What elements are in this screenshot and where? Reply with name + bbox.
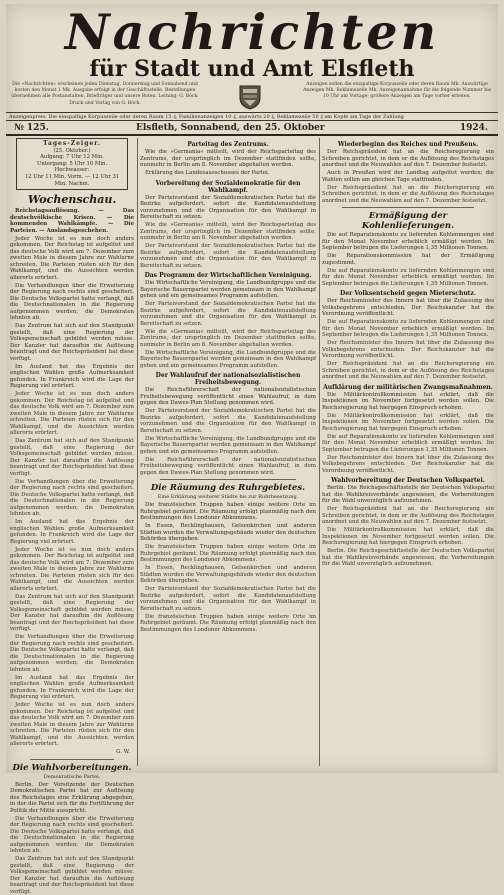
article-paragraph: Die Verhandlungen über die Erweiterung der Regierung nach rechts sind gescheitert. Die Deutsche Volkspartei hatte verlangt, daß die Deutschnationalen in die Regierung aufgenommen werden; die Demokraten lehnten ab.: [10, 282, 134, 322]
issue-number: № 125.: [14, 123, 49, 133]
day-calendar-box: [16, 138, 128, 190]
article-paragraph: Die Wirtschaftliche Vereinigung, die Landbundgruppe und die Bayerische Bauernpartei werden gemeinsam in den Wahlkampf gehen und ein gemeinsames Programm aufstellen.: [140, 435, 316, 455]
article-paragraph: Die Verhandlungen über die Erweiterung der Regierung nach rechts sind gescheitert. Die Deutsche Volkspartei hatte verlangt, daß die Deutschnationalen in die Regierung aufgenommen werden; die Demokraten lehnten ab.: [10, 634, 134, 673]
price-bar: Anzeigenpreis: Die einspaltige Korpuszeile oder deren Raum 15 ₰, Familienanzeigen 10 ₰, auswärts 20 ₰, Reklamezeile 50 ₰ am Kopfe am Tage der Zahlung: [6, 112, 498, 121]
article-paragraph: Die auf Reparationskonto zu liefernden Kohlenmengen sind für den Monat November erheblich ermäßigt worden. Im September betrugen die Lieferungen 1,35 Millionen Tonnen.: [322, 433, 494, 453]
calendar-sunset: Untergang: 5 Uhr 10 Min.: [36, 160, 108, 167]
article-paragraph: Im Ausland hat das Ergebnis der englischen Wahlen große Aufmerksamkeit gefunden. In Frankreich wird die Lage der Regierung viel erörtert.: [10, 674, 134, 701]
article-paragraph: Der Reichspräsident hat an die Reichsregierung ein Schreiben gerichtet, in dem er die Auflösung des Reichstages anordnet und die Neuwahlen auf den 7. Dezember festsetzt.: [322, 149, 494, 168]
article-paragraph: Jeder Woche ist es nun doch anders gekommen. Der Reichstag ist aufgelöst und das deutsche Volk wird am 7. Dezember zum zweiten Male in diesem Jahre zur Wahlurne schreiten. Die Parteien rüsten sich für den Wahlkampf, und die Aussichten werden allerorts erörtert.: [10, 235, 134, 281]
article-subheading: Der Volksentscheid gegen Mieterschutz.: [340, 290, 476, 297]
article-paragraph: Die Reparationskommission hat der Ermäßigung zugestimmt.: [322, 253, 494, 266]
column-rule: [137, 138, 138, 766]
calendar-date: (25. Oktober.): [53, 147, 91, 154]
article-subheading: Eine Erklärung weiterer Städte bis zur Ruhrbesetzung.: [157, 494, 299, 500]
article-paragraph: Berlin. Die Reichsgeschäftsstelle der Deutschen Volkspartei hat die Wahlkreisverbände angewiesen, die Vorbereitungen für die Wahl unverzüglich aufzunehmen.: [322, 548, 494, 567]
article-heading: Ermäßigung der Kohlenlieferungen.: [361, 211, 455, 231]
article-paragraph: Der Parteivorstand der Sozialdemokratischen Partei hat die Bezirke aufgefordert, sofort die Kandidatenaufstellung vorzunehmen und die Organisation für den Wahlkampf in Bereitschaft zu setzen.: [140, 243, 316, 269]
newspaper-page: [6, 3, 498, 895]
article-paragraph: In Essen, Recklinghausen, Gelsenkirchen und anderen Städten wurden die Verwaltungsgebäude wieder den deutschen Behörden übergeben.: [140, 523, 316, 542]
article-paragraph: Berlin. Der Vorsitzende der Deutschen Demokratischen Partei hat zur Auflösung des Reichstages eine Erklärung abgegeben, in der die Partei sich für die Fortführung der Politik der Mitte ausspricht.: [10, 781, 134, 814]
article-paragraph: Die Wirtschaftliche Vereinigung, die Landbundgruppe und die Bayerische Bauernpartei werden gemeinsam in den Wahlkampf gehen und ein gemeinsames Programm aufstellen.: [140, 349, 316, 369]
article-paragraph: Berlin. Die Reichsgeschäftsstelle der Deutschen Volkspartei hat die Wahlkreisverbände angewiesen, die Vorbereitungen für die Wahl unverzüglich aufzunehmen.: [322, 485, 494, 504]
article-signature: G. W.: [116, 749, 130, 756]
article-subheading: Der Wahlaufruf der nationalsozialistischen Freiheitsbewegung.: [155, 372, 301, 386]
masthead: [6, 4, 498, 112]
article-paragraph: Jeder Woche ist es nun doch anders gekommen. Der Reichstag ist aufgelöst und das deutsche Volk wird am 7. Dezember zum zweiten Male in diesem Jahre zur Wahlurne schreiten. Die Parteien rüsten sich für den Wahlkampf, und die Aussichten werden allerorts erörtert.: [10, 702, 134, 748]
article-paragraph: Die auf Reparationskonto zu liefernden Kohlenmengen sind für den Monat November erheblich ermäßigt worden. Im September betrugen die Lieferungen 1,35 Millionen Tonnen.: [322, 319, 494, 338]
article-paragraph: Der Reichspräsident hat an die Reichsregierung ein Schreiben gerichtet, in dem er die Auflösung des Reichstages anordnet und die Neuwahlen auf den 7. Dezember festsetzt.: [322, 184, 494, 204]
article-paragraph: Die Verhandlungen über die Erweiterung der Regierung nach rechts sind gescheitert. Die Deutsche Volkspartei hatte verlangt, daß die Deutschnationalen in die Regierung aufgenommen werden; die Demokraten lehnten ab.: [10, 815, 134, 855]
newspaper-subtitle: für Stadt und Amt Elsfleth: [89, 56, 415, 82]
article-paragraph: Wie die »Germania« mitteilt, wird der Reichsparteitag des Zentrums, der ursprünglich im Dezember stattfinden sollte, nunmehr in Berlin am 8. November abgehalten werden.: [140, 222, 316, 241]
dateline: [6, 122, 498, 136]
column-middle: [140, 138, 316, 766]
article-paragraph: Das Zentrum hat sich auf den Standpunkt gestellt, daß eine Regierung der Volksgemeinschaft gebildet werden müsse. Der Kanzler hat daraufhin die Auflösung beantragt und der Reichspräsident hat diese verfügt.: [10, 856, 134, 895]
article-paragraph: Jeder Woche ist es nun doch anders gekommen. Der Reichstag ist aufgelöst und das deutsche Volk wird am 7. Dezember zum zweiten Male in diesem Jahre zur Wahlurne schreiten. Die Parteien rüsten sich für den Wahlkampf, und die Aussichten werden allerorts erörtert.: [10, 546, 134, 592]
article-subheading: Vorbereitung der Sozialdemokratie für den Wahlkampf.: [155, 179, 301, 194]
newspaper-title: Nachrichten: [64, 3, 440, 61]
column-left: [10, 138, 134, 895]
article-paragraph: Das Zentrum hat sich auf den Standpunkt gestellt, daß eine Regierung der Volksgemeinschaft gebildet werden müsse. Der Kanzler hat daraufhin die Auflösung beantragt und der Reichspräsident hat diese verfügt.: [10, 438, 134, 477]
article-subheading: Aufklärung der militärischen Zwangsmaßnahmen.: [323, 383, 493, 391]
article-paragraph: Der Reichsminister des Innern hat über die Zulassung des Volksbegehrens entschieden. Der Reichskanzler hat die Verordnung veröffentlicht.: [322, 454, 494, 474]
article-paragraph: Jeder Woche ist es nun doch anders gekommen. Der Reichstag ist aufgelöst und das deutsche Volk wird am 7. Dezember zum zweiten Male in diesem Jahre zur Wahlurne schreiten. Die Parteien rüsten sich für den Wahlkampf, und die Aussichten werden allerorts erörtert.: [10, 391, 134, 437]
article-paragraph: Der Parteivorstand der Sozialdemokratischen Partei hat die Bezirke aufgefordert, sofort die Kandidatenaufstellung vorzunehmen und die Organisation für den Wahlkampf in Bereitschaft zu setzen.: [140, 586, 316, 612]
coat-of-arms-icon: [234, 84, 266, 110]
article-paragraph: Die französischen Truppen haben einige weitere Orte im Ruhrgebiet geräumt. Die Räumung erfolgt planmäßig nach den Bestimmungen des Londoner Abkommens.: [140, 544, 316, 563]
article-paragraph: Der Reichspräsident hat an die Reichsregierung ein Schreiben gerichtet, in dem er die Auflösung des Reichstages anordnet und die Neuwahlen auf den 7. Dezember festsetzt.: [322, 506, 494, 525]
article-paragraph: Der Parteivorstand der Sozialdemokratischen Partei hat die Bezirke aufgefordert, sofort die Kandidatenaufstellung vorzunehmen und die Organisation für den Wahlkampf in Bereitschaft zu setzen.: [140, 194, 316, 220]
article-paragraph: Wie die »Germania« mitteilt, wird der Reichsparteitag des Zentrums, der ursprünglich im Dezember stattfinden sollte, nunmehr in Berlin am 8. November abgehalten werden.: [140, 328, 316, 348]
article-paragraph: Die Reichsführerschaft der nationalsozialistischen Freiheitsbewegung veröffentlicht einen Wahlaufruf, in dem gegen den Dawes-Plan Stellung genommen wird.: [140, 456, 316, 476]
article-paragraph: Im Ausland hat das Ergebnis der englischen Wahlen große Aufmerksamkeit gefunden. In Frankreich wird die Lage der Regierung viel erörtert.: [10, 363, 134, 390]
divider: [342, 207, 474, 208]
calendar-tide: 12 Uhr 11 Min. Vorm. — 12 Uhr 31 Min. Nachm.: [24, 173, 120, 187]
article-paragraph: Wie die »Germania« mitteilt, wird der Reichsparteitag des Zentrums, der ursprünglich im Dezember stattfinden sollte, nunmehr in Berlin am 8. November abgehalten werden.: [140, 149, 316, 168]
article-paragraph: Der Reichspräsident hat an die Reichsregierung ein Schreiben gerichtet, in dem er die Auflösung des Reichstages anordnet und die Neuwahlen auf den 7. Dezember festsetzt.: [322, 361, 494, 380]
divider: [160, 479, 296, 480]
article-subheading: Wahlvorbereitung der Deutschen Volkspartei.: [331, 477, 485, 484]
article-paragraph: In Essen, Recklinghausen, Gelsenkirchen und anderen Städten wurden die Verwaltungsgebäude wieder den deutschen Behörden übergeben.: [140, 565, 316, 584]
issue-year: 1924.: [459, 123, 488, 133]
article-paragraph: Die Wirtschaftliche Vereinigung, die Landbundgruppe und die Bayerische Bauernpartei werden gemeinsam in den Wahlkampf gehen und ein gemeinsames Programm aufstellen.: [140, 280, 316, 299]
article-paragraph: Auch in Preußen wird der Landtag aufgelöst werden; die Wahlen sollen am gleichen Tage stattfinden.: [322, 170, 494, 183]
column-right: [322, 138, 494, 766]
article-paragraph: Die Militärkontrollkommission hat erklärt, daß die Inspektionen im November fortgesetzt werden sollen. Die Reichsregierung hat hiergegen Einspruch erhoben.: [322, 527, 494, 546]
article-heading: Die Wahlvorbereitungen.: [12, 762, 132, 773]
article-paragraph: Erklärung des Landesausschusses der Partei.: [145, 170, 270, 176]
subscription-info: Die »Nachrichten« erscheinen jeden Dienstag, Donnerstag und Sonnabend und kosten den Monat 1 Mk. Ausgabe erfolgt in der Geschäftsstelle. Bestellungen übernehmen alle Postanstalten, Briefträger und unsere Boten. Leitung: G. Böck. Druck und Verlag von G. Böck.: [11, 82, 199, 106]
article-paragraph: Die auf Reparationskonto zu liefernden Kohlenmengen sind für den Monat November erheblich ermäßigt worden. Im September betrugen die Lieferungen 1,35 Millionen Tonnen.: [322, 232, 494, 251]
calendar-heading: Tages-Zeiger.: [43, 140, 101, 147]
advertising-info: Anzeigen sollen die einspaltige Korpuszeile oder deren Raum Mk. Auswärtige Anzeigen Mk. Reklamezeile Mk. Anzeigenannahme für die folgende Nummer bis 10 Uhr am Vortage; größere Anzeigen am Tage vorher erbeten.: [302, 82, 492, 100]
article-paragraph: Der Reichsminister des Innern hat über die Zulassung des Volksbegehrens entschieden. Der Reichskanzler hat die Verordnung veröffentlicht.: [322, 298, 494, 317]
article-heading: Wochenschau.: [27, 193, 117, 207]
calendar-tide-label: Hochwasser:: [54, 167, 90, 174]
article-paragraph: Die Militärkontrollkommission hat erklärt, daß die Inspektionen im November fortgesetzt werden sollen. Die Reichsregierung hat hiergegen Einspruch erhoben.: [322, 391, 494, 411]
article-paragraph: Der Parteivorstand der Sozialdemokratischen Partei hat die Bezirke aufgefordert, sofort die Kandidatenaufstellung vorzunehmen und die Organisation für den Wahlkampf in Bereitschaft zu setzen.: [140, 408, 316, 434]
article-heading: Die Räumung des Ruhrgebietes.: [150, 483, 306, 493]
calendar-sunrise: Aufgang: 7 Uhr 12 Min.: [40, 154, 104, 161]
article-subheading: Wiederbeginn des Reiches und Preußens.: [337, 141, 479, 148]
column-rule: [319, 138, 320, 766]
article-paragraph: Die auf Reparationskonto zu liefernden Kohlenmengen sind für den Monat November erheblich ermäßigt worden. Im September betrugen die Lieferungen 1,35 Millionen Tonnen.: [322, 267, 494, 287]
issue-date: Elsfleth, Sonnabend, den 25. Oktober: [136, 123, 325, 133]
article-subheading: Das Programm der Wirtschaftlichen Vereinigung.: [144, 272, 312, 279]
article-paragraph: Die Reichsführerschaft der nationalsozialistischen Freiheitsbewegung veröffentlicht einen Wahlaufruf, in dem gegen den Dawes-Plan Stellung genommen wird.: [140, 387, 316, 406]
article-subheading: Demokratische Partei.: [43, 773, 101, 780]
article-paragraph: Der Reichsminister des Innern hat über die Zulassung des Volksbegehrens entschieden. Der Reichskanzler hat die Verordnung veröffentlicht.: [322, 340, 494, 359]
article-paragraph: Die Militärkontrollkommission hat erklärt, daß die Inspektionen im November fortgesetzt werden sollen. Die Reichsregierung hat hiergegen Einspruch erhoben.: [322, 412, 494, 432]
article-paragraph: Das Zentrum hat sich auf den Standpunkt gestellt, daß eine Regierung der Volksgemeinschaft gebildet werden müsse. Der Kanzler hat daraufhin die Auflösung beantragt und der Reichspräsident hat diese verfügt.: [10, 593, 134, 633]
divider: [30, 759, 114, 760]
article-paragraph: Die französischen Truppen haben einige weitere Orte im Ruhrgebiet geräumt. Die Räumung erfolgt planmäßig nach den Bestimmungen des Londoner Abkommens.: [140, 613, 316, 633]
article-paragraph: Die französischen Truppen haben einige weitere Orte im Ruhrgebiet geräumt. Die Räumung erfolgt planmäßig nach den Bestimmungen des Londoner Abkommens.: [140, 502, 316, 521]
article-lead: Reichstagsauflösung. — Das deutschvölkische Krisen. — Die kommenden Wahlkämpfe. — Die Parteien. — Auslandsgeschehen.: [10, 208, 134, 234]
article-paragraph: Die Verhandlungen über die Erweiterung der Regierung nach rechts sind gescheitert. Die Deutsche Volkspartei hatte verlangt, daß die Deutschnationalen in die Regierung aufgenommen werden; die Demokraten lehnten ab.: [10, 478, 134, 518]
article-paragraph: Das Zentrum hat sich auf den Standpunkt gestellt, daß eine Regierung der Volksgemeinschaft gebildet werden müsse. Der Kanzler hat daraufhin die Auflösung beantragt und der Reichspräsident hat diese verfügt.: [10, 323, 134, 362]
article-paragraph: Der Parteivorstand der Sozialdemokratischen Partei hat die Bezirke aufgefordert, sofort die Kandidatenaufstellung vorzunehmen und die Organisation für den Wahlkampf in Bereitschaft zu setzen.: [140, 301, 316, 327]
article-paragraph: Im Ausland hat das Ergebnis der englischen Wahlen große Aufmerksamkeit gefunden. In Frankreich wird die Lage der Regierung viel erörtert.: [10, 519, 134, 545]
article-subheading: Parteitag des Zentrums.: [187, 141, 269, 148]
